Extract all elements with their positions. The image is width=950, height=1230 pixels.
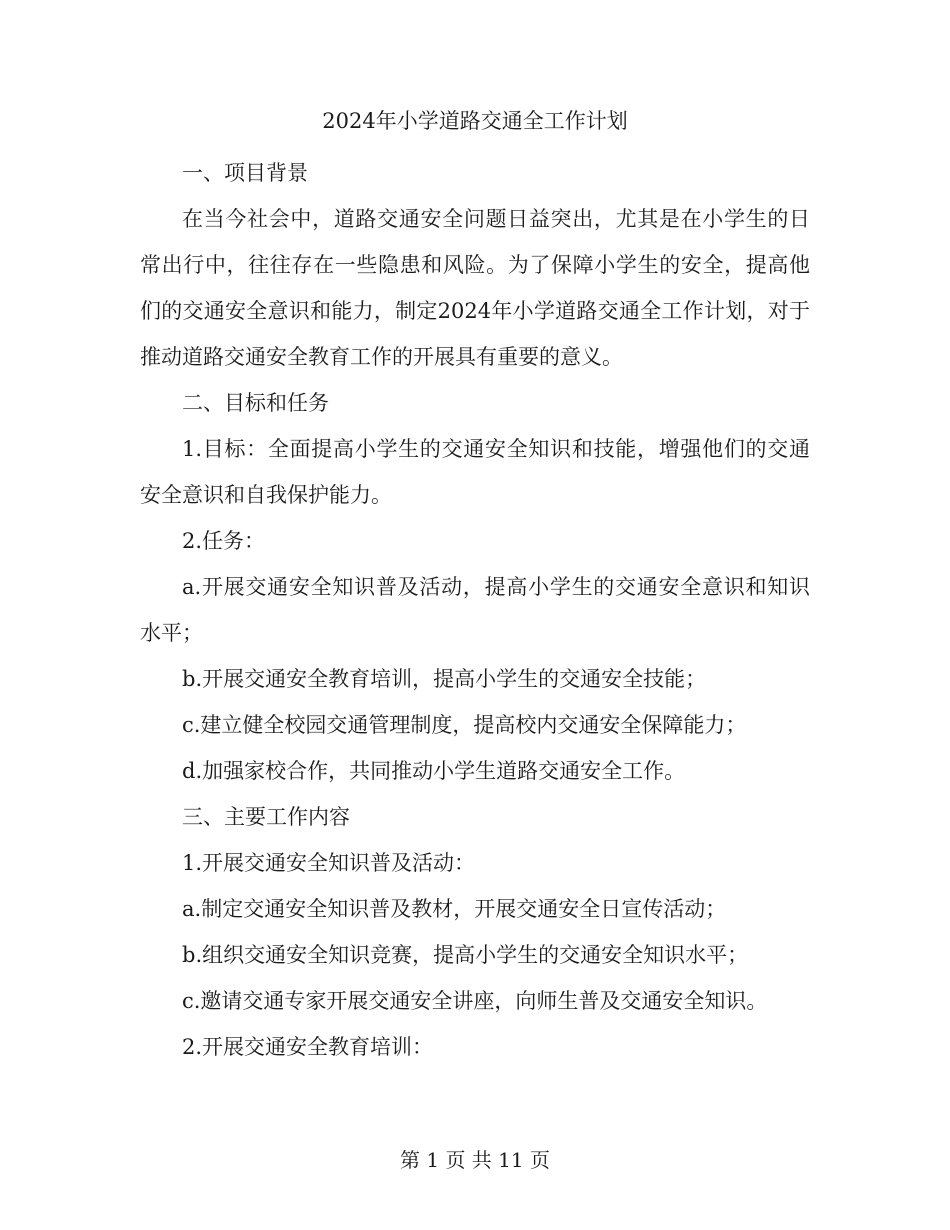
paragraph-tasks-heading: 2.任务： xyxy=(182,529,266,553)
section-heading-content: 三、主要工作内容 xyxy=(182,805,350,829)
list-item-task-c: c.建立健全校园交通管理制度，提高校内交通安全保障能力； xyxy=(182,713,747,737)
section-heading-background: 一、项目背景 xyxy=(182,161,308,185)
paragraph-background: 在当今社会中，道路交通安全问题日益突出，尤其是在小学生的日常出行中，往往存在一些隐患和风险。为了保障小学生的安全，提高他们的交通安全意识和能力，制定2024年小学道路交通全工作计划，对于推动道路交通安全教育工作的开展具有重要的意义。 xyxy=(140,207,810,369)
section-heading-goals: 二、目标和任务 xyxy=(182,391,329,415)
list-item-content-c: c.邀请交通专家开展交通安全讲座，向师生普及交通安全知识。 xyxy=(182,989,768,1013)
paragraph-goal: 1.目标：全面提高小学生的交通安全知识和技能，增强他们的交通安全意识和自我保护能力。 xyxy=(140,437,810,507)
list-item-content-b: b.组织交通安全知识竞赛，提高小学生的交通安全知识水平； xyxy=(182,943,749,967)
document-title: 2024年小学道路交通全工作计划 xyxy=(322,109,628,133)
list-item-task-d: d.加强家校合作，共同推动小学生道路交通安全工作。 xyxy=(182,759,686,783)
page-footer: 第 1 页 共 11 页 xyxy=(400,1148,550,1172)
paragraph-content-1: 1.开展交通安全知识普及活动： xyxy=(182,851,476,875)
list-item-task-a: a.开展交通安全知识普及活动，提高小学生的交通安全意识和知识水平； xyxy=(140,575,810,645)
document-body xyxy=(140,150,810,1070)
list-item-task-b: b.开展交通安全教育培训，提高小学生的交通安全技能； xyxy=(182,667,707,691)
paragraph-content-2: 2.开展交通安全教育培训： xyxy=(182,1035,434,1059)
list-item-content-a: a.制定交通安全知识普及教材，开展交通安全日宣传活动； xyxy=(182,897,727,921)
